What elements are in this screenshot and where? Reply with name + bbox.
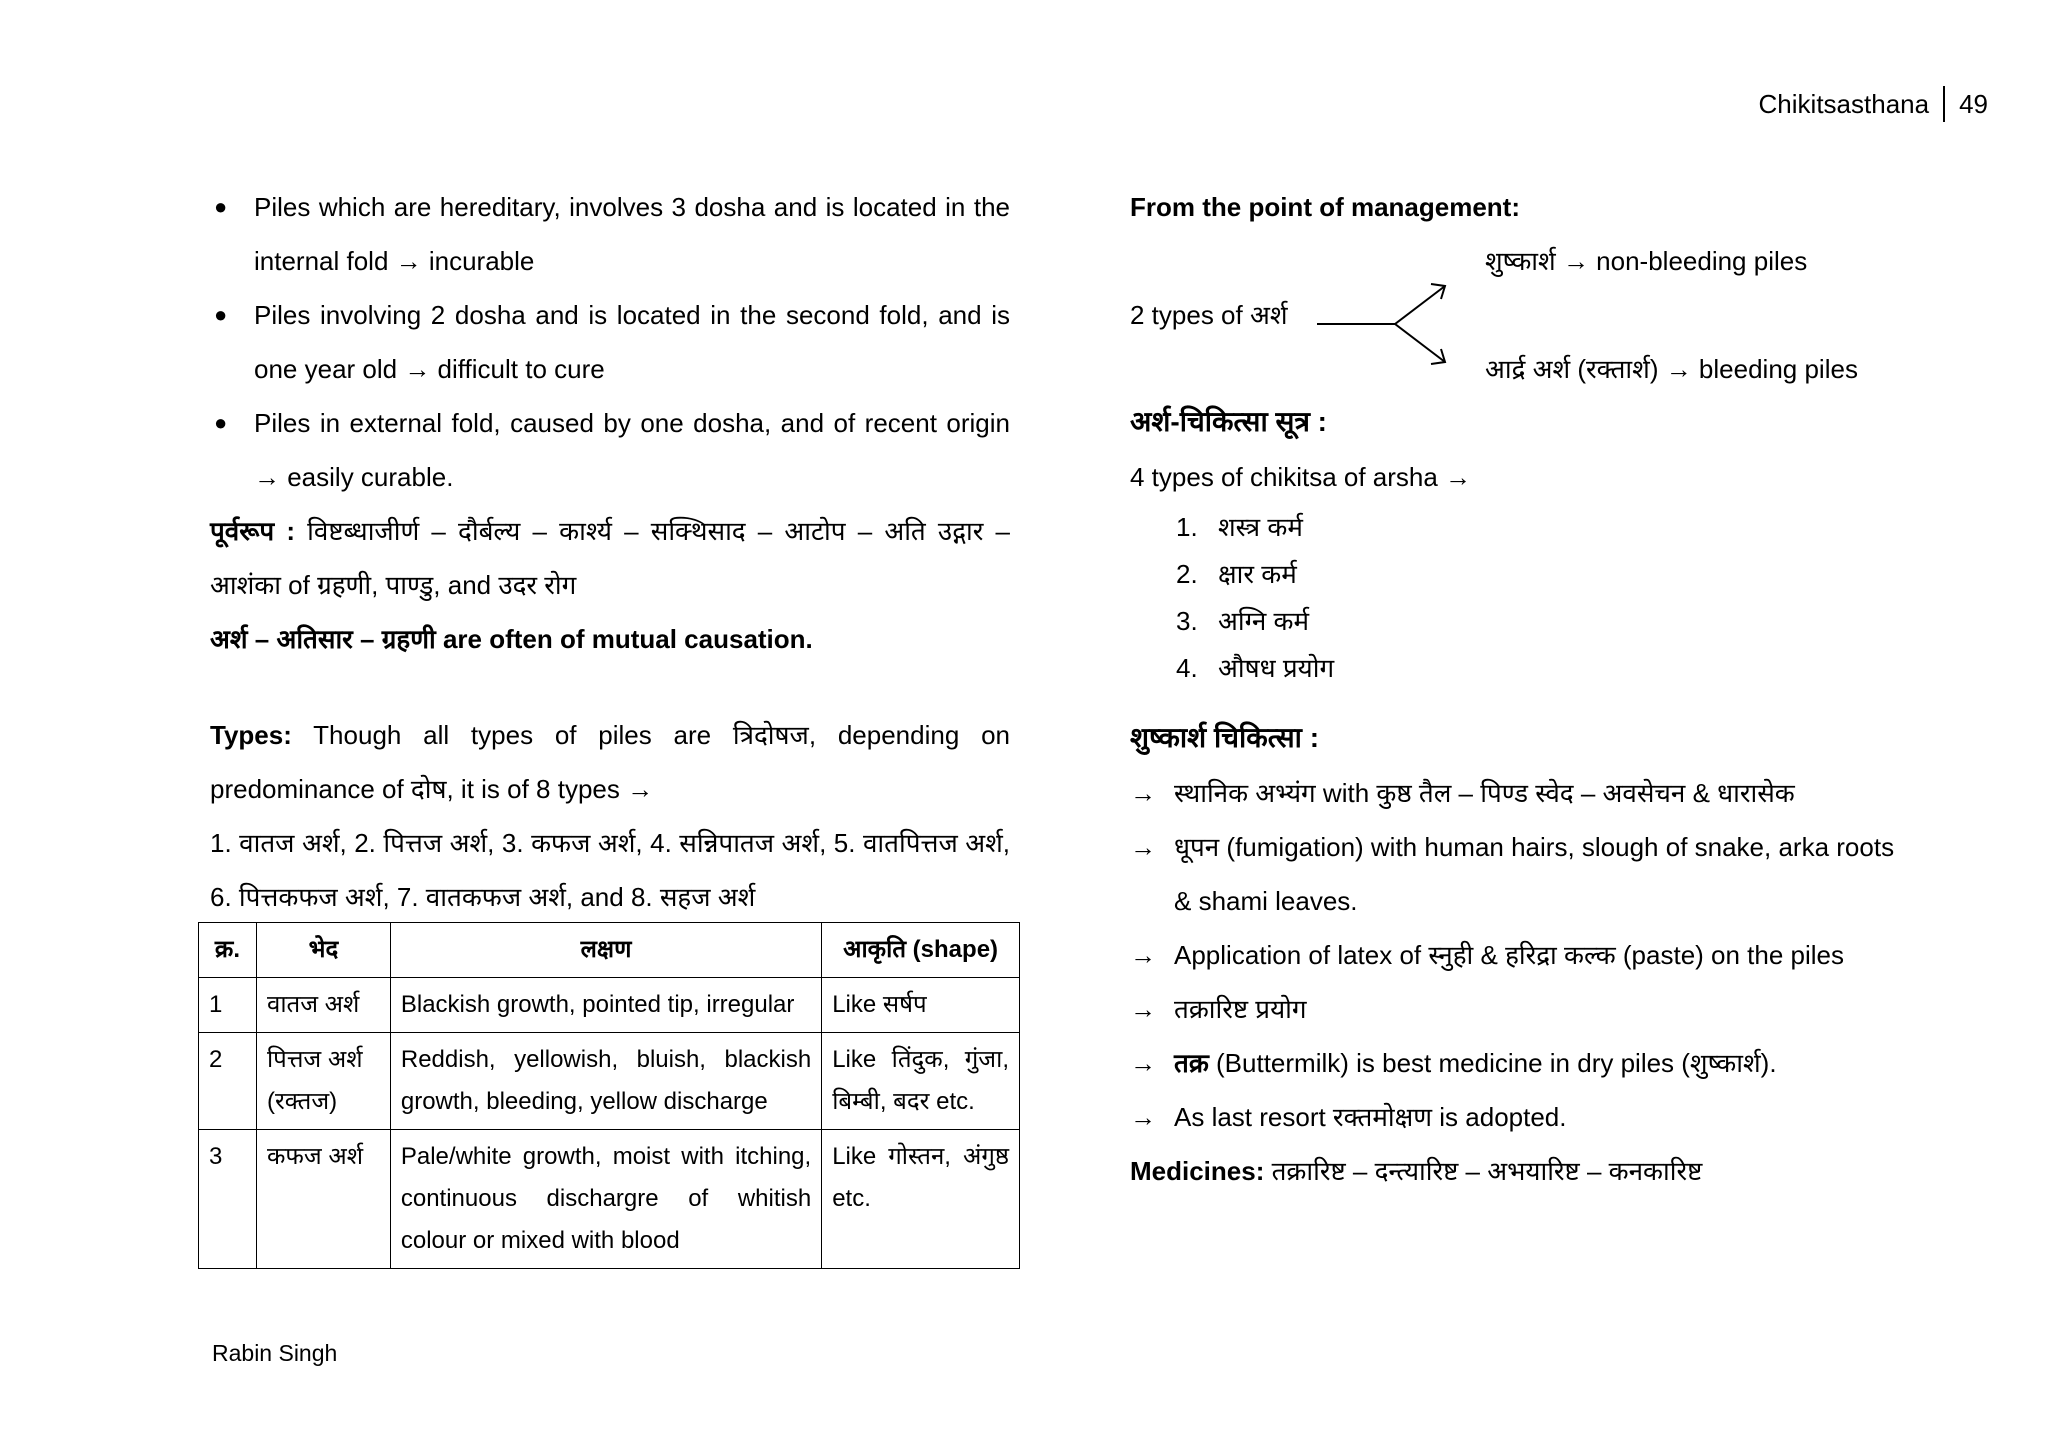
- table-row: [199, 1033, 1020, 1130]
- list-item-text: अग्नि कर्म: [1218, 606, 1310, 636]
- table-cell: वातज अर्श: [256, 978, 390, 1033]
- list-item: [1130, 1036, 1950, 1090]
- list-item: [210, 396, 1010, 504]
- arrow-icon: →: [1130, 1102, 1156, 1132]
- sutra-intro: 4 types of chikitsa of arsha →: [1130, 462, 1472, 492]
- purvarupa-paragraph: [210, 504, 1010, 612]
- table-cell: Like सर्षप: [822, 978, 1020, 1033]
- list-item: [1130, 928, 1950, 982]
- list-item-text: (Buttermilk) is best medicine in dry piles (शुष्कार्श).: [1208, 1048, 1777, 1078]
- table-cell: 2: [199, 1033, 257, 1130]
- footer-author: Rabin Singh: [212, 1340, 338, 1366]
- table-row: [199, 1130, 1020, 1269]
- list-item-text: औषध प्रयोग: [1218, 653, 1335, 683]
- column-header: भेद: [256, 923, 390, 978]
- types-label: Types:: [210, 720, 292, 750]
- piles-table: [198, 922, 1020, 1269]
- list-item-text: धूपन (fumigation) with human hairs, slough of snake, arka roots: [1174, 832, 1895, 862]
- branch-arrows-icon: [1315, 274, 1485, 374]
- list-item: [210, 180, 1010, 288]
- table-cell: 1: [199, 978, 257, 1033]
- table-cell: Blackish growth, pointed tip, irregular: [390, 978, 821, 1033]
- page-header: [1759, 86, 1988, 122]
- purvarupa-text: विष्टब्धाजीर्ण – दौर्बल्य – कार्श्य – सक्थिसाद – आटोप – अति उद्गार – आशंका of ग्रहणी, पाण्डु, and उदर रोग: [210, 516, 1010, 600]
- bullet-text: Piles in external fold, caused by one dosha, and of recent origin → easily curable.: [254, 408, 1010, 492]
- table-cell: Pale/white growth, moist with itching, continuous dischargre of whitish colour or mixed with blood: [390, 1130, 821, 1269]
- list-item: 3. अग्नि कर्म: [1176, 606, 1310, 636]
- list-item: [1130, 1090, 1950, 1144]
- types-text: Though all types of piles are त्रिदोषज, depending on predominance of दोष, it is of 8 types →: [210, 720, 1010, 804]
- page-number: 49: [1959, 88, 1988, 119]
- table-cell: पित्तज अर्श (रक्तज): [256, 1033, 390, 1130]
- purvarupa-label: पूर्वरूप :: [210, 516, 296, 546]
- sutra-heading: अर्श-चिकित्सा सूत्र :: [1130, 406, 1327, 437]
- list-item-text: As last resort रक्तमोक्षण is adopted.: [1174, 1102, 1567, 1132]
- chikitsa-list: [1130, 504, 1950, 692]
- list-item-continuation: & shami leaves.: [1174, 886, 1358, 916]
- bullet-text: Piles involving 2 dosha and is located in the second fold, and is one year old → difficult to cure: [254, 300, 1010, 384]
- management-diagram: [1130, 234, 1950, 394]
- arrow-icon: →: [1130, 940, 1156, 970]
- arrow-icon: →: [1130, 994, 1156, 1024]
- table-cell: Like तिंदुक, गुंजा, बिम्बी, बदर etc.: [822, 1033, 1020, 1130]
- list-item-text: तक्रारिष्ट प्रयोग: [1174, 994, 1307, 1024]
- column-header: क्र.: [199, 923, 257, 978]
- table-header-row: [199, 923, 1020, 978]
- takra-label: तक्र: [1174, 1048, 1209, 1078]
- arrow-icon: →: [1130, 832, 1156, 862]
- table-row: [199, 978, 1020, 1033]
- arrow-icon: →: [1130, 1048, 1156, 1078]
- right-column: [1130, 180, 1950, 1198]
- bullet-icon: ●: [214, 302, 228, 327]
- table-cell: Like गोस्तन, अंगुष्ठ etc.: [822, 1130, 1020, 1269]
- list-item-text: क्षार कर्म: [1218, 559, 1297, 589]
- list-item: 4. औषध प्रयोग: [1176, 653, 1335, 683]
- list-item: [210, 288, 1010, 396]
- table-cell: 3: [199, 1130, 257, 1269]
- types-list: 1. वातज अर्श, 2. पित्तज अर्श, 3. कफज अर्श, 4. सन्निपातज अर्श, 5. वातपित्तज अर्श, 6. पित्तकफज अर्श, 7. वातकफज अर्श, and 8. सहज अर्श: [210, 828, 1010, 912]
- arrow-icon: →: [1130, 778, 1156, 808]
- table-cell: Reddish, yellowish, bluish, blackish growth, bleeding, yellow discharge: [390, 1033, 821, 1130]
- shushka-heading: शुष्कार्श चिकित्सा :: [1130, 722, 1320, 753]
- branch-non-bleeding: शुष्कार्श → non-bleeding piles: [1485, 246, 1808, 276]
- bullet-text: Piles which are hereditary, involves 3 dosha and is located in the internal fold → incurable: [254, 192, 1010, 276]
- left-column: [210, 180, 1010, 924]
- list-item-text: शस्त्र कर्म: [1218, 512, 1303, 542]
- list-item-text: स्थानिक अभ्यंग with कुष्ठ तैल – पिण्ड स्वेद – अवसेचन & धारासेक: [1174, 778, 1795, 808]
- mutual-causation-line: अर्श – अतिसार – ग्रहणी are often of mutual causation.: [210, 624, 813, 654]
- medicines-text: तक्रारिष्ट – दन्त्यारिष्ट – अभयारिष्ट – कनकारिष्ट: [1264, 1156, 1703, 1186]
- bullet-icon: ●: [214, 410, 228, 435]
- management-label: 2 types of अर्श: [1130, 300, 1288, 330]
- types-paragraph: [210, 708, 1010, 816]
- branch-bleeding: आर्द्र अर्श (रक्तार्श) → bleeding piles: [1485, 354, 1858, 384]
- bullet-icon: ●: [214, 194, 228, 219]
- column-header: आकृति (shape): [822, 923, 1020, 978]
- list-item: [1130, 766, 1950, 820]
- list-item: 1. शस्त्र कर्म: [1176, 512, 1303, 542]
- medicines-line: [1130, 1144, 1950, 1198]
- medicines-label: Medicines:: [1130, 1156, 1265, 1186]
- list-item: 2. क्षार कर्म: [1176, 559, 1297, 589]
- list-item-text: Application of latex of स्नुही & हरिद्रा कल्क (paste) on the piles: [1174, 940, 1845, 970]
- list-item: [1130, 982, 1950, 1036]
- header-divider: [1943, 86, 1945, 122]
- column-header: लक्षण: [390, 923, 821, 978]
- chapter-title: Chikitsasthana: [1758, 88, 1930, 119]
- management-heading: From the point of management:: [1130, 192, 1520, 222]
- table-cell: कफज अर्श: [256, 1130, 390, 1269]
- list-item: [1130, 820, 1950, 874]
